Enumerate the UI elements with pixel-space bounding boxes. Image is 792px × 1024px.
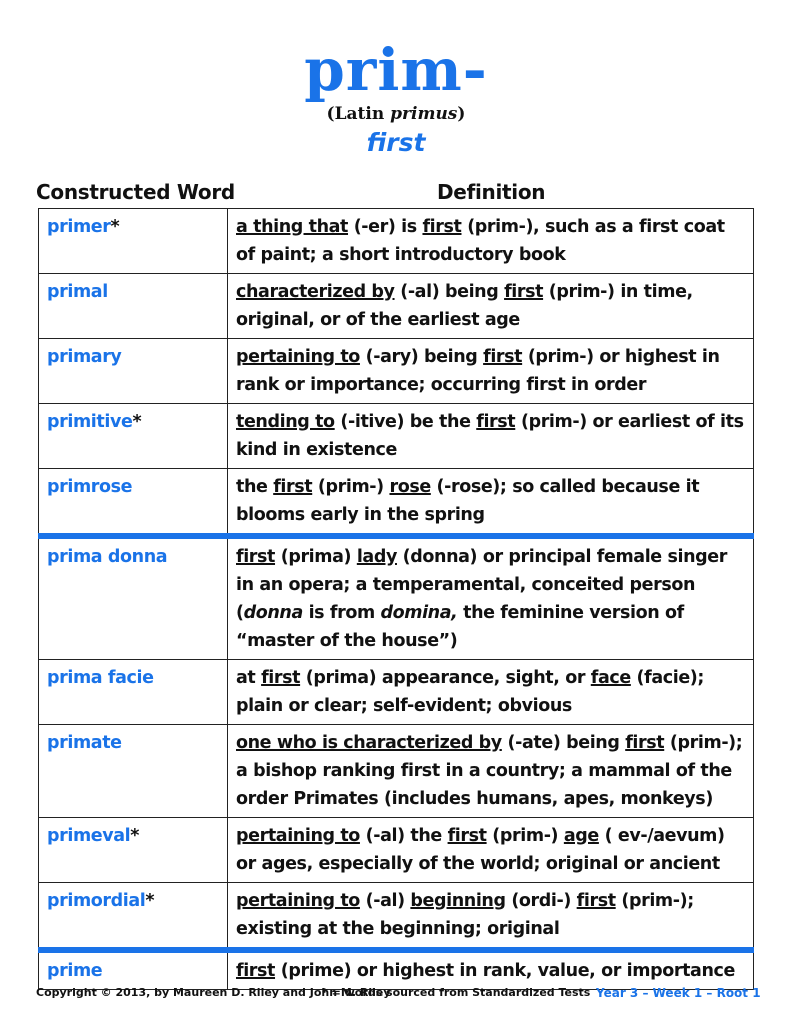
definition-key-term: pertaining to [236,826,360,846]
standardized-test-asterisk: * [132,412,142,432]
definition-text: (prim-) or highest in rank or importance; occurring first in order [236,347,720,395]
definition-cell [228,404,754,469]
definition-text: (-ate) being [501,733,626,753]
definition-key-term: first [422,217,462,237]
definition-text: (facie); plain or clear; self-evident; obvious [236,668,704,716]
definition-cell [228,950,754,990]
definition-text: (-ary) being [359,347,484,367]
column-header-definition: Definition [437,180,546,204]
definition-text: (prime) or highest in rank, value, or importance [275,961,735,981]
constructed-word: primordial [47,891,146,911]
definition-text: (-itive) be the [334,412,477,432]
definition-text: (-al) [359,891,411,911]
definition-key-term: first [625,733,665,753]
standardized-test-asterisk: * [145,891,155,911]
definition-text: (prim-); a bishop ranking first in a country; a mammal of the order Primates (includes humans, apes, monkeys) [236,733,743,809]
definition-text: (prima) appearance, sight, or [300,668,591,688]
definition-key-term: first [576,891,616,911]
definition-cell [228,883,754,951]
definition-text: (prim-), such as a first coat of paint; a short introductory book [236,217,725,265]
definition-text: (-rose); so called because it blooms early in the spring [236,477,700,525]
table-row [39,209,754,274]
constructed-word-cell [39,209,228,274]
standardized-test-asterisk: * [110,217,120,237]
constructed-word: primeval [47,826,131,846]
constructed-word: primer [47,217,111,237]
definition-key-term: a thing that [236,217,349,237]
constructed-word: prima facie [47,668,154,688]
definition-cell [228,536,754,660]
origin-word: primus [390,104,458,124]
definition-cell [228,660,754,725]
constructed-word-cell [39,274,228,339]
definition-text: (prim-) in time, original, or of the earliest age [236,282,693,330]
column-header-word: Constructed Word [36,180,235,204]
definition-italic-text: domina, [380,603,458,623]
definition-text: (-al) the [359,826,448,846]
definition-text: (prima) [275,547,357,567]
definition-key-term: one who is characterized by [236,733,502,753]
constructed-word: prima donna [47,547,168,567]
definition-text: (prim-) [312,477,390,497]
root-meaning: first [366,128,426,157]
definition-text: (-al) being [394,282,505,302]
definition-cell [228,209,754,274]
table-row [39,950,754,990]
definition-cell [228,725,754,818]
definition-text: the feminine version of “master of the house”) [236,603,684,651]
definition-cell [228,274,754,339]
definition-key-term: face [590,668,631,688]
definition-cell [228,818,754,883]
word-table [38,208,754,990]
definition-key-term: first [273,477,313,497]
definition-key-term: rose [389,477,431,497]
definition-text: (-er) is [348,217,423,237]
definition-text: (prim-); existing at the beginning; original [236,891,694,939]
definition-text: at [236,668,262,688]
definition-italic-text: donna [243,603,303,623]
root-title: prim- [304,36,488,104]
definition-key-term: age [563,826,599,846]
constructed-word: primate [47,733,122,753]
definition-key-term: pertaining to [236,347,360,367]
constructed-word-cell [39,469,228,537]
constructed-word-cell [39,660,228,725]
definition-key-term: pertaining to [236,891,360,911]
week-label: Year 3 – Week 1 – Root 1 [596,986,761,1000]
definition-key-term: first [483,347,523,367]
table-row [39,660,754,725]
definition-cell [228,339,754,404]
definition-text: (donna) or principal female singer in an opera; a temperamental, conceited person ( [236,547,727,623]
definition-key-term: first [236,961,276,981]
table-row [39,404,754,469]
definition-text: the [236,477,274,497]
definition-key-term: beginning [410,891,506,911]
table-row [39,536,754,660]
constructed-word-cell [39,725,228,818]
constructed-word-cell [39,950,228,990]
constructed-word-cell [39,536,228,660]
definition-text: is from [302,603,381,623]
constructed-word-cell [39,339,228,404]
constructed-word-cell [39,404,228,469]
asterisk-note: * = words sourced from Standardized Tests [322,986,591,999]
constructed-word: primal [47,282,108,302]
constructed-word-cell [39,883,228,951]
table-row [39,339,754,404]
constructed-word: primrose [47,477,133,497]
definition-text: ( ev-/aevum) or ages, especially of the world; original or ancient [236,826,725,874]
definition-text: (prim-) [486,826,564,846]
definition-key-term: first [476,412,516,432]
definition-key-term: lady [356,547,397,567]
table-row [39,818,754,883]
constructed-word: prime [47,961,103,981]
table-row [39,725,754,818]
origin-suffix: ) [457,104,466,124]
latin-origin [0,104,792,124]
table-row [39,274,754,339]
definition-key-term: tending to [236,412,335,432]
table-row [39,469,754,537]
definition-key-term: characterized by [236,282,395,302]
constructed-word: primitive [47,412,133,432]
definition-key-term: first [261,668,301,688]
constructed-word: primary [47,347,122,367]
definition-text: (prim-) or earliest of its kind in existence [236,412,744,460]
definition-cell [228,469,754,537]
constructed-word-cell [39,818,228,883]
copyright-notice: Copyright © 2013, by Maureen D. Riley and John M. Riley [36,986,391,999]
definition-key-term: first [504,282,544,302]
table-row [39,883,754,951]
standardized-test-asterisk: * [130,826,140,846]
definition-key-term: first [236,547,276,567]
origin-prefix: (Latin [326,104,391,124]
definition-key-term: first [447,826,487,846]
definition-text: (ordi-) [505,891,577,911]
